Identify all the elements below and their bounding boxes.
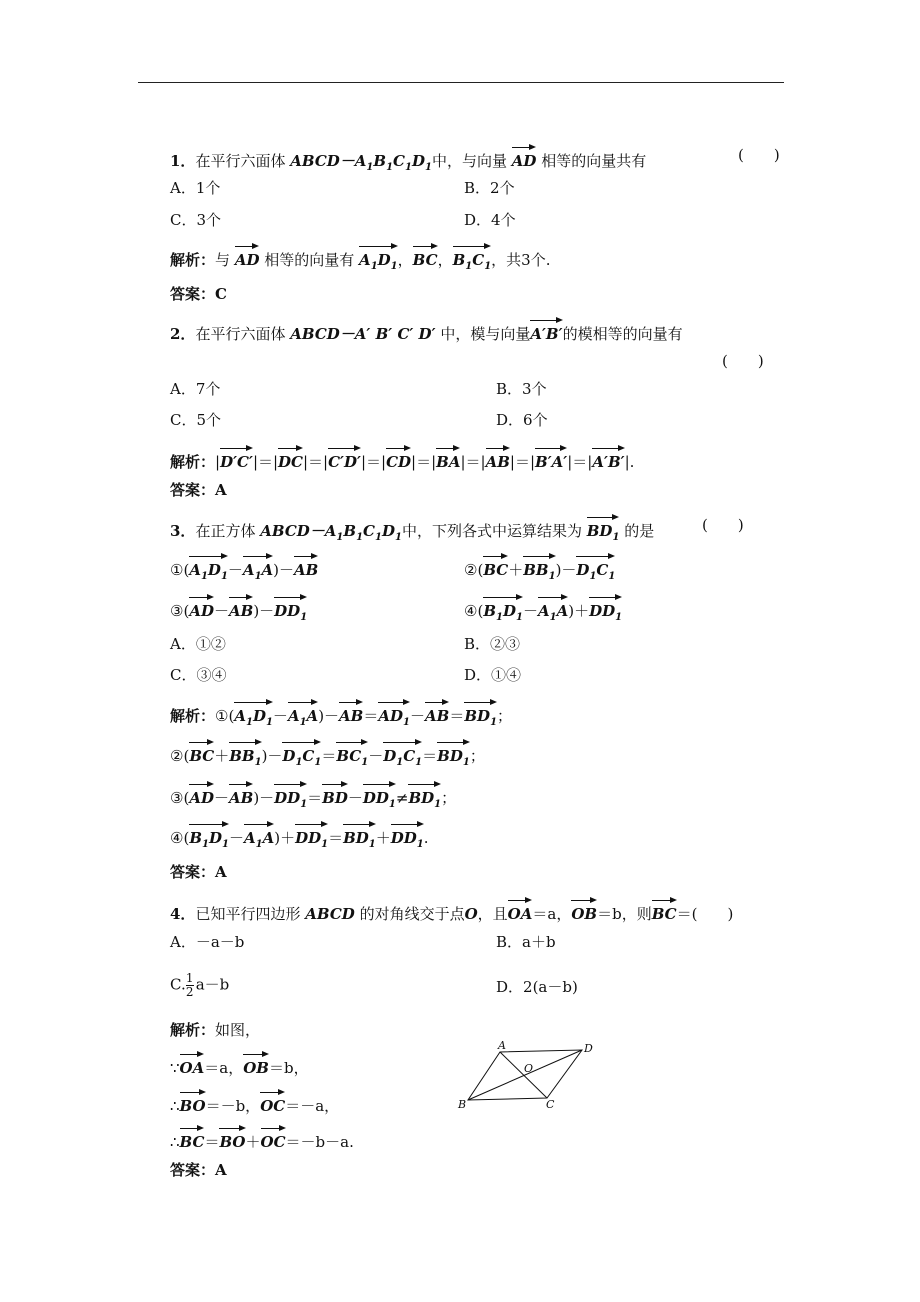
q3-expr-1: $①(A_1D_1-A_1A)-AB$ xyxy=(170,554,318,587)
label-c: C xyxy=(546,1098,555,1111)
q4-option-a: A．－a－b xyxy=(170,933,245,951)
q3-stem: 3．在正方体 $ABCD-A_1B_1C_1D_1$中，下列各式中运算结果为 $BD_1$ 的是 xyxy=(170,515,654,548)
q4-answer: 答案：A xyxy=(170,1161,227,1179)
q4-stem: 4．已知平行四边形 ABCD 的对角线交于点O，且OA＝a，OB＝b，则BC＝( ) xyxy=(170,898,733,924)
q4-therefore-2: ∴BC＝BO＋OC＝－b－a. xyxy=(170,1126,354,1152)
q2-option-a: A．7个 xyxy=(170,380,221,398)
q3-analysis-1: 解析：$①(A_1D_1-A_1A)-AB=AD_1-AB=BD_1$； xyxy=(170,700,512,733)
q3-paren: ( ) xyxy=(702,516,744,534)
q1-option-c: C．3个 xyxy=(170,211,222,229)
q1-option-d: D．4个 xyxy=(464,211,516,229)
q3-option-a: A．①② xyxy=(170,635,226,653)
q1-option-b: B．2个 xyxy=(464,179,515,197)
q3-analysis-3: $③(AD-AB)-DD_1=BD-DD_1\ne BD_1$； xyxy=(170,782,456,815)
header-rule xyxy=(138,82,784,83)
parallelogram-figure xyxy=(455,1036,605,1116)
q4-because: ∵OA＝a，OB＝b， xyxy=(170,1052,309,1078)
diagonal-ac xyxy=(500,1052,547,1098)
label-d: D xyxy=(584,1042,593,1055)
q2-option-d: D．6个 xyxy=(496,411,548,429)
q2-answer: 答案：A xyxy=(170,481,227,499)
q2-option-b: B．3个 xyxy=(496,380,547,398)
fraction-half: $\frac{1}{2}$ xyxy=(185,971,194,999)
q1-answer: 答案：C xyxy=(170,285,227,303)
q2-paren: ( ) xyxy=(722,352,764,370)
label-a: A xyxy=(498,1039,506,1052)
q4-analysis: 解析：如图， xyxy=(170,1021,261,1039)
q4-therefore-1: ∴BO＝－b，OC＝－a， xyxy=(170,1090,339,1116)
q3-expr-2: $②(BC+BB_1)-D_1C_1$ xyxy=(464,554,615,587)
q3-analysis-2: $②(BC+BB_1)-D_1C_1=BC_1-D_1C_1=BD_1$； xyxy=(170,740,485,773)
q1-analysis: 解析：与 AD 相等的向量有 $A_1D_1$，BC，$B_1C_1$，共3个. xyxy=(170,244,550,277)
q3-option-d: D．①④ xyxy=(464,666,522,684)
q1-stem: 1．在平行六面体 $ABCD-A_1B_1C_1D_1$中，与向量 AD 相等的向量共有 xyxy=(170,145,646,178)
q1-paren: ( ) xyxy=(738,146,780,164)
q4-option-c: C. $\frac{1}{2}$ a－b xyxy=(170,971,230,999)
q3-option-c: C．③④ xyxy=(170,666,227,684)
q4-option-d: D．2(a－b) xyxy=(496,978,578,996)
q3-expr-3: $③(AD-AB)-DD_1$ xyxy=(170,595,307,628)
q3-analysis-4: $④(B_1D_1-A_1A)+DD_1=BD_1+DD_1$. xyxy=(170,822,429,855)
label-o: O xyxy=(524,1062,534,1075)
q3-answer: 答案：A xyxy=(170,863,227,881)
q2-analysis: 解析：|D′C′|＝|DC|＝|C′D′|＝|CD|＝|BA|＝|AB|＝|B′A′|＝|A′B′|. xyxy=(170,446,634,472)
q3-expr-4: $④(B_1D_1-A_1A)+DD_1$ xyxy=(464,595,622,628)
q2-option-c: C．5个 xyxy=(170,411,222,429)
q3-option-b: B．②③ xyxy=(464,635,521,653)
q2-stem: 2．在平行六面体 ABCD－A′ B′ C′ D′ 中，模与向量A′B′的模相等的向量有 xyxy=(170,318,683,344)
label-b: B xyxy=(458,1098,467,1111)
q4-option-b: B．a＋b xyxy=(496,933,556,951)
q1-option-a: A．1个 xyxy=(170,179,221,197)
